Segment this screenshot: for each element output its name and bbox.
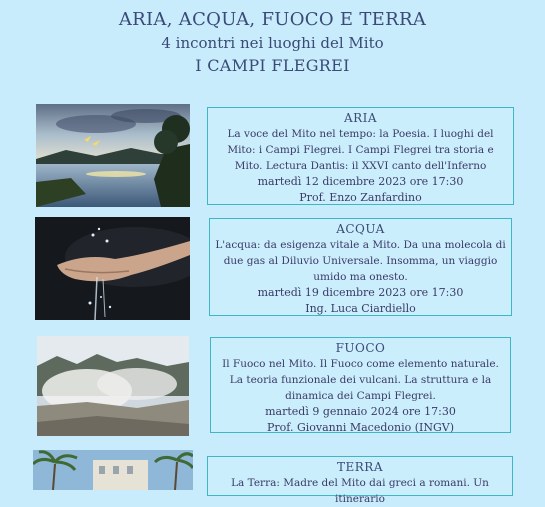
event-date: martedì 9 gennaio 2024 ore 17:30 [265,405,456,418]
event-description: Il Fuoco nel Mito. Il Fuoco come elemento naturale. La teoria funzionale dei vulcani. La struttura e la dinamica dei Campi Flegrei. [222,358,499,402]
event-title: TERRA [337,460,383,474]
page-subtitle: 4 incontri nei luoghi del Mito [161,34,384,52]
water-hands-photo [35,217,190,320]
lake-landscape-photo [36,104,190,207]
event-card-acqua [209,218,512,316]
event-card-aria [207,107,514,205]
event-description: L'acqua: da esigenza vitale a Mito. Da una molecola di due gas al Diluvio Universale. Insomma, un viaggio umido ma onesto. [215,239,506,283]
event-speaker: Prof. Giovanni Macedonio (INGV) [267,421,454,434]
palm-building-photo [33,450,193,490]
event-description: La Terra: Madre del Mito dai greci a romani. Un itinerario [231,477,489,505]
event-title: ARIA [343,111,378,125]
event-speaker: Ing. Luca Ciardiello [305,302,416,315]
event-card-fuoco [210,337,511,433]
event-description: La voce del Mito nel tempo: la Poesia. I luoghi del Mito: i Campi Flegrei. I Campi Flegrei tra storia e Mito. Lectura Dantis: il XXVI canto dell'Inferno [227,128,494,172]
event-date: martedì 12 dicembre 2023 ore 17:30 [257,175,464,188]
fumarole-photo [37,336,189,436]
event-speaker: Prof. Enzo Zanfardino [299,191,422,204]
page-header [0,0,545,78]
event-card-terra [207,456,513,505]
event-title: ACQUA [336,222,385,236]
event-date: martedì 19 dicembre 2023 ore 17:30 [257,286,464,299]
page-place: I CAMPI FLEGREI [195,56,350,75]
page-title: ARIA, ACQUA, FUOCO E TERRA [118,9,427,30]
event-title: FUOCO [335,341,386,355]
